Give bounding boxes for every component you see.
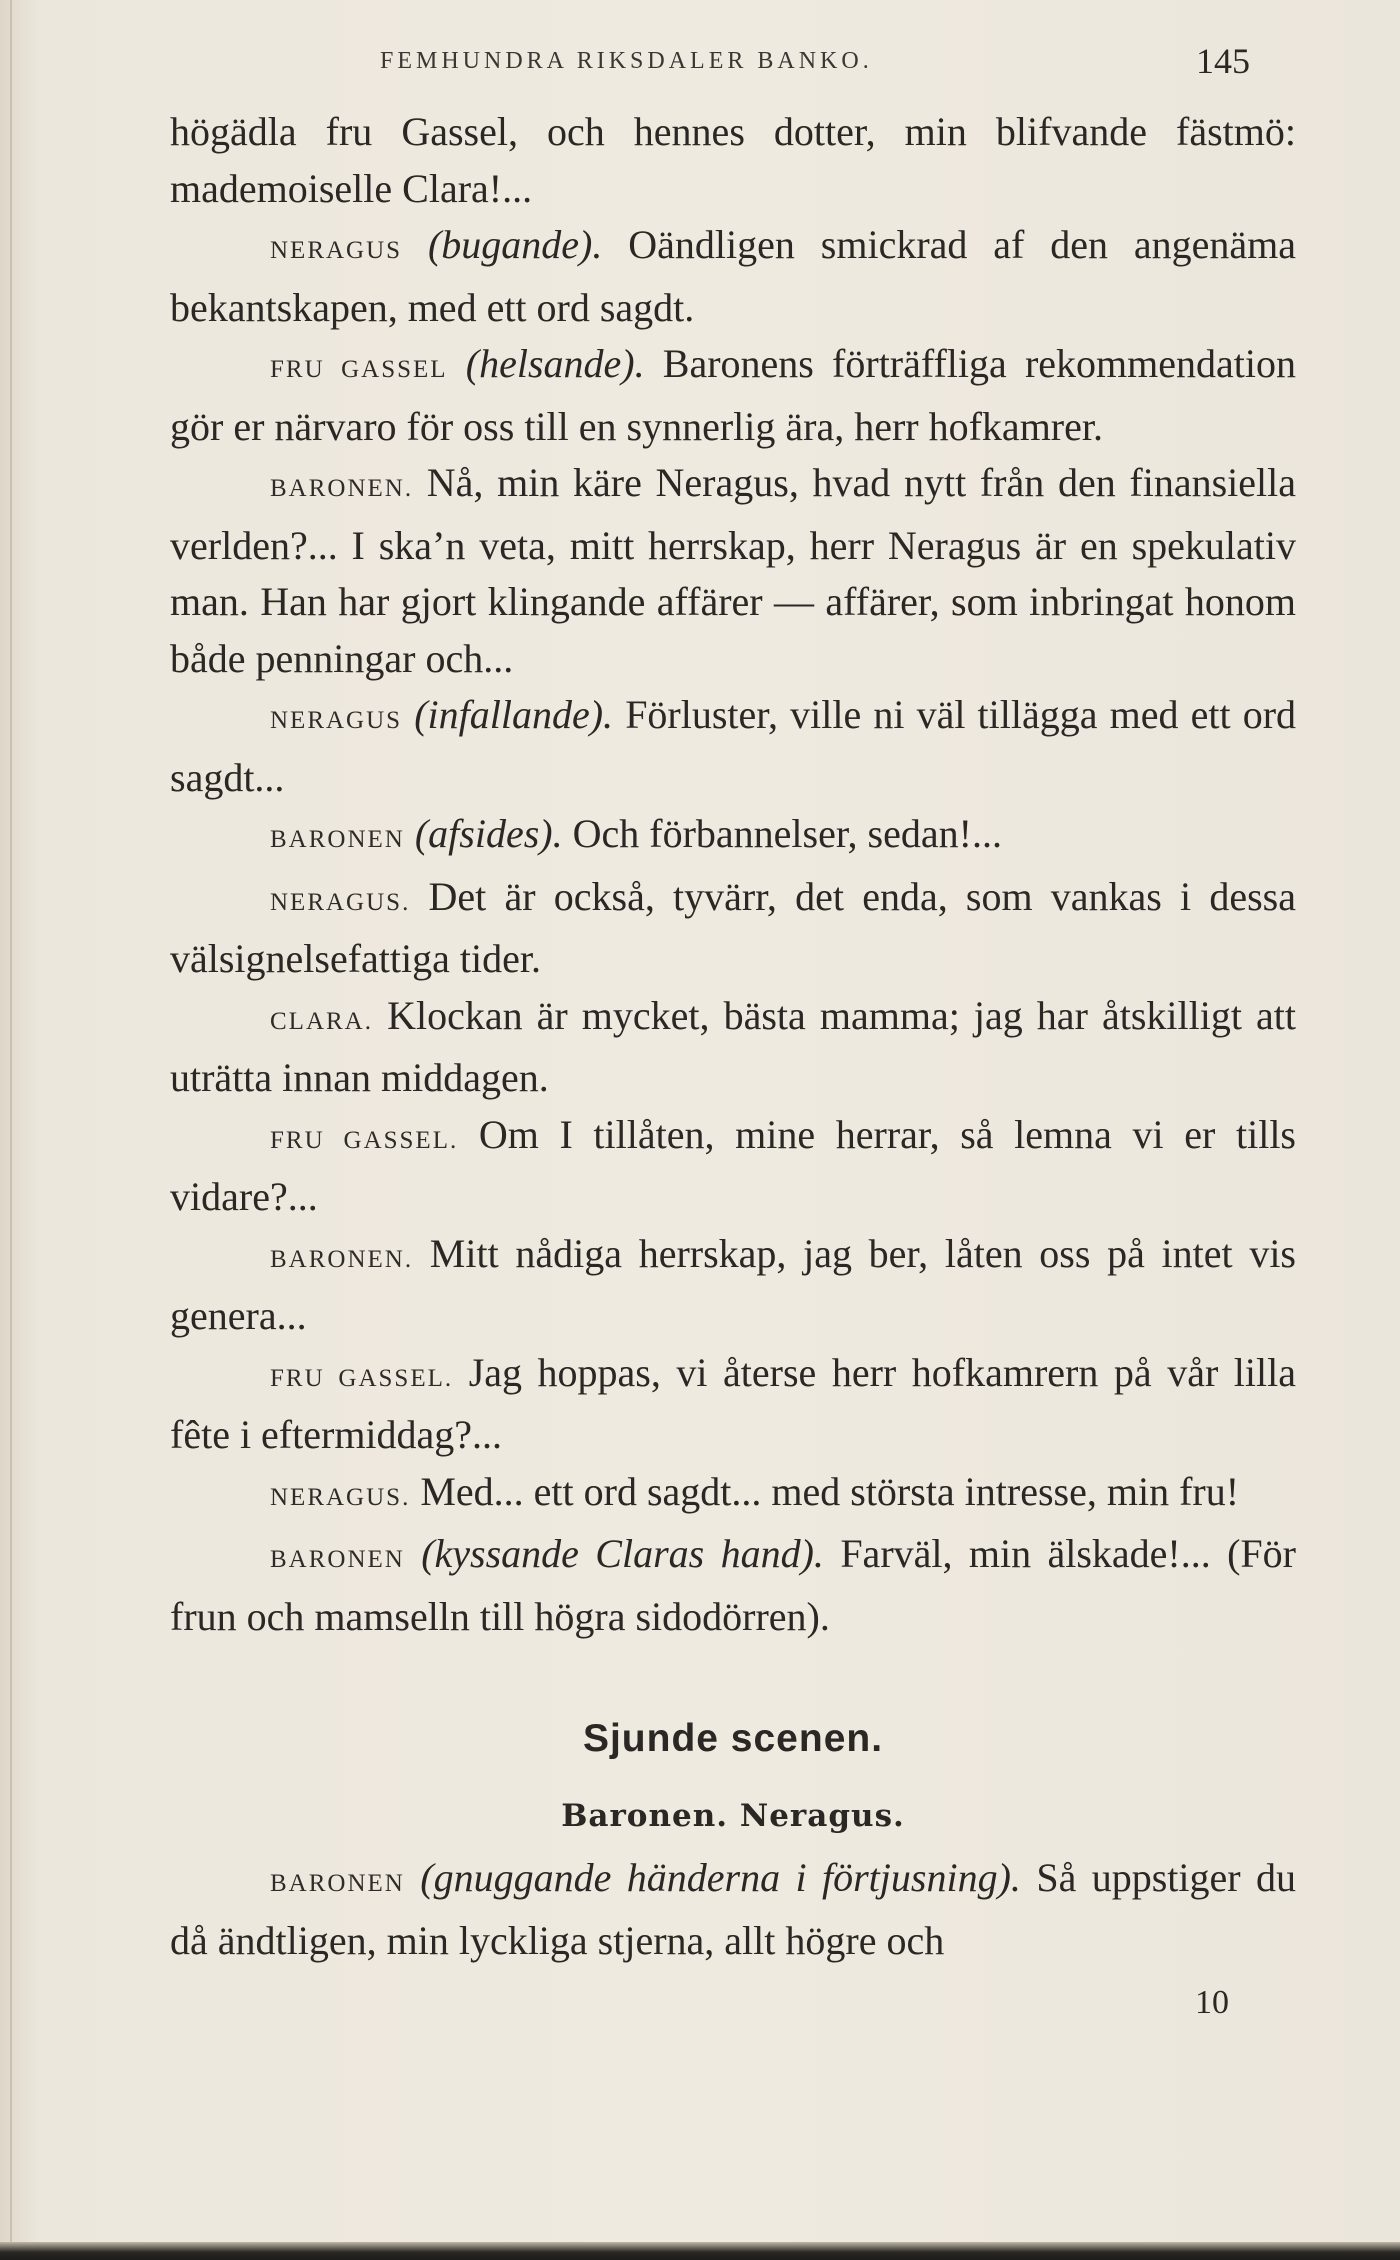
dialogue-text: Klockan är mycket, bästa mamma; jag har åtskilligt att uträtta innan middagen. <box>170 992 1297 1100</box>
stage-direction: (afsides). <box>414 811 563 856</box>
dialogue-paragraph <box>170 217 1296 336</box>
speaker-name: BARONEN <box>270 826 405 853</box>
dialogue-paragraph <box>170 455 1296 687</box>
paragraph-text: högädla fru Gassel, och hennes dotter, min blifvande fästmö: mademoiselle Clara!... <box>170 109 1296 211</box>
dialogue-paragraph <box>170 336 1296 455</box>
running-head <box>170 40 1250 80</box>
dialogue-paragraph <box>170 1226 1296 1345</box>
dialogue-text: Med... ett ord sagdt... med största intresse, min fru! <box>420 1468 1240 1514</box>
page-number: 145 <box>1196 41 1250 81</box>
dialogue-paragraph <box>170 1526 1296 1645</box>
page-bottom-edge <box>0 2242 1400 2260</box>
stage-direction: (bugande). <box>427 222 603 267</box>
dialogue-text: Jag hoppas, vi återse herr hofkamrern på vår lilla fête i eftermiddag?... <box>170 1349 1297 1457</box>
speaker-name: NERAGUS. <box>270 1483 411 1511</box>
dialogue-text: Nå, min käre Neragus, hvad nytt från den finansiella verlden?... I ska’n veta, mitt herrskap, herr Neragus är en spekulativ man. Han har gjort klingande affärer — affärer, som inbringat honom både penningar och... <box>170 460 1296 681</box>
stage-direction: (gnuggande händerna i förtjusning). <box>420 1855 1021 1900</box>
speaker-name: CLARA. <box>270 1007 373 1035</box>
speaker-name: FRU GASSEL <box>270 356 448 383</box>
dialogue-text: Baronens förträffliga rekommendation gör er närvaro för oss till en synnerlig ära, herr hofkamrer. <box>170 341 1297 449</box>
text-block <box>170 104 1296 1969</box>
scene-title: Sjunde scenen. <box>582 1717 884 1760</box>
dialogue-paragraph <box>170 869 1296 988</box>
stage-direction: (helsande). <box>465 341 645 386</box>
dialogue-paragraph <box>170 1464 1296 1527</box>
speaker-name: BARONEN <box>270 1870 405 1897</box>
speaker-name: BARONEN <box>270 1546 405 1573</box>
signature-mark: 10 <box>1195 1984 1229 2021</box>
dialogue-paragraph <box>170 1850 1296 1969</box>
dialogue-paragraph <box>170 806 1296 869</box>
running-title: FEMHUNDRA RIKSDALER BANKO. <box>380 48 873 74</box>
dialogue-text: Om I tillåten, mine herrar, så lemna vi er tills vidare?... <box>170 1111 1297 1219</box>
dialogue-paragraph <box>170 1345 1296 1464</box>
speaker-name: BARONEN. <box>270 475 414 502</box>
speaker-name: NERAGUS <box>270 237 403 264</box>
dialogue-paragraph <box>170 988 1296 1107</box>
dialogue-text: Oändligen smickrad af den angenäma bekantskapen, med ett ord sagdt. <box>170 222 1297 330</box>
dialogue-text: Farväl, min älskade!... (För frun och mamselln till högra sidodörren). <box>170 1531 1296 1639</box>
dialogue-text: Förluster, ville ni väl tillägga med ett ord sagdt... <box>170 692 1297 800</box>
dialogue-text: Och förbannelser, sedan!... <box>572 811 1002 856</box>
speaker-name: NERAGUS <box>270 707 403 734</box>
stage-direction: (infallande). <box>414 692 614 737</box>
speaker-name: NERAGUS. <box>270 888 411 916</box>
scene-cast: Baronen. Neragus. <box>561 1797 905 1834</box>
dialogue-text: Så uppstiger du då ändtligen, min lyckliga stjerna, allt högre och <box>170 1855 1297 1963</box>
paragraph <box>170 104 1296 217</box>
dialogue-text: Mitt nådiga herrskap, jag ber, låten oss på intet vis genera... <box>170 1230 1297 1338</box>
stage-direction: (kyssande Claras hand). <box>421 1531 824 1576</box>
dialogue-paragraph <box>170 687 1296 806</box>
page-spine-shadow <box>10 0 12 2260</box>
speaker-name: FRU GASSEL. <box>270 1364 454 1392</box>
speaker-name: BARONEN. <box>270 1245 414 1273</box>
speaker-name: FRU GASSEL. <box>270 1126 459 1154</box>
dialogue-text: Det är också, tyvärr, det enda, som vankas i dessa välsignelsefattiga tider. <box>170 873 1296 981</box>
dialogue-paragraph <box>170 1107 1296 1226</box>
